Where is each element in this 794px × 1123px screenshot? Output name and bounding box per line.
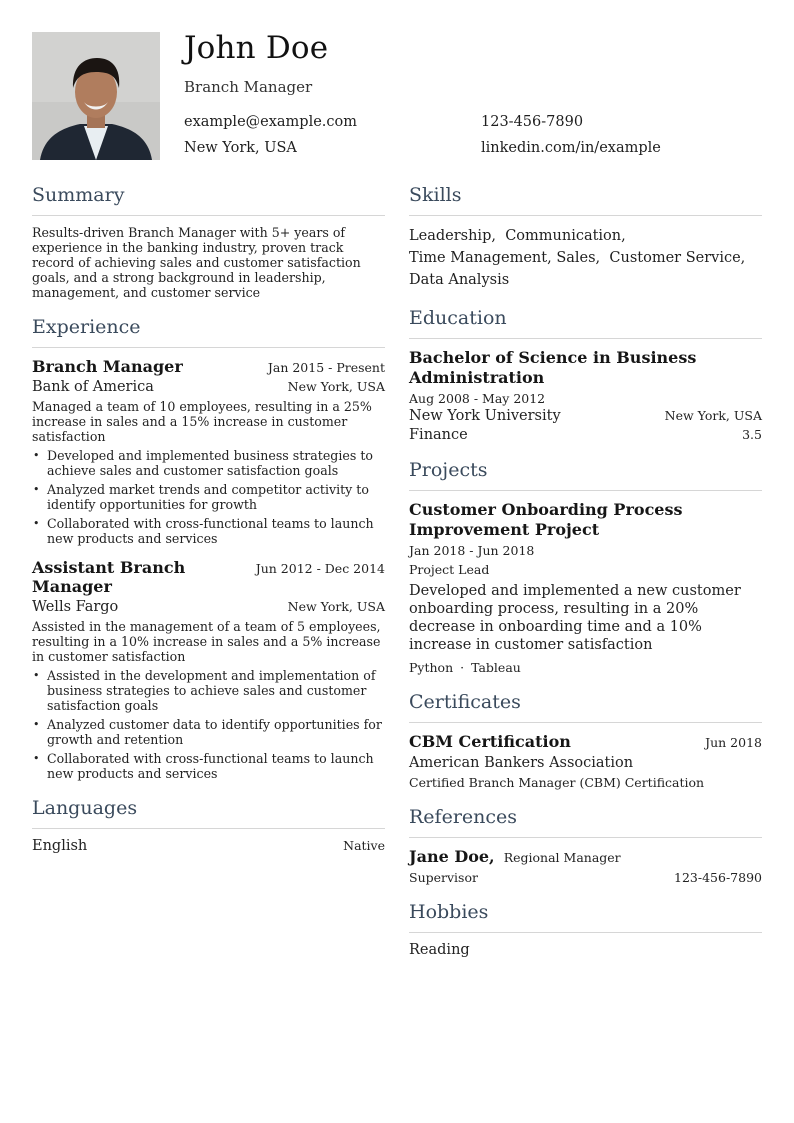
experience-bullet: • Analyzed customer data to identify opportunities for growth and retention [32,717,385,747]
education-date: Aug 2008 - May 2012 [409,391,546,406]
hobby-item: Reading [409,942,470,958]
education-location: New York, USA [664,408,762,423]
experience-bullets [32,668,385,781]
certificate-issuer: American Bankers Association [409,755,634,771]
summary-heading: Summary [32,184,385,216]
experience-date: Jan 2015 - Present [267,360,385,375]
experience-location: New York, USA [287,599,385,614]
languages-section [32,797,385,854]
experience-bullet: • Assisted in the development and implementation of business strategies to achieve sales and customer satisfaction goals [32,668,385,713]
headline: Branch Manager [184,78,313,96]
references-section [409,806,762,885]
skill-item: Data Analysis [409,272,510,288]
certificate-date: Jun 2018 [705,735,762,750]
education-score: 3.5 [742,427,762,442]
languages-heading: Languages [32,797,385,829]
candidate-name: John Doe [184,30,329,66]
experience-bullet: • Collaborated with cross-functional teams to launch new products and services [32,516,385,546]
experience-position: Assistant Branch Manager [32,558,186,596]
skills-list [409,225,762,291]
project-role: Project Lead [409,562,490,577]
skill-item: Leadership, [409,228,496,244]
reference-relation: Supervisor [409,870,478,885]
experience-company: Bank of America [32,379,154,395]
education-section [409,307,762,443]
certificate-name: CBM Certification [409,732,571,751]
profile-photo-image [32,32,160,160]
language-level: Native [343,838,385,853]
experience-bullet: • Analyzed market trends and competitor activity to identify opportunities for growth [32,482,385,512]
education-institution: New York University [409,408,561,424]
skill-item: Customer Service, [609,250,746,266]
certificates-section [409,691,762,790]
reference-position: Regional Manager [503,850,621,865]
experience-section [32,316,385,781]
hobbies-section [409,901,762,958]
education-heading: Education [409,307,762,339]
skill-item: Communication, [505,228,626,244]
experience-bullet: • Developed and implemented business strategies to achieve sales and customer satisfaction goals [32,448,385,478]
project-description: Developed and implemented a new customer onboarding process, resulting in a 20% decrease in onboarding time and a 10% increase in customer satisfaction [409,583,741,653]
left-column [32,184,385,870]
experience-heading: Experience [32,316,385,348]
location: New York, USA [184,140,297,156]
education-degree: Bachelor of Science in Business Administration [409,348,697,387]
profile-link[interactable]: linkedin.com/in/example [481,140,661,156]
certificate-summary: Certified Branch Manager (CBM) Certification [409,775,705,790]
references-heading: References [409,806,762,838]
hobbies-heading: Hobbies [409,901,762,933]
experience-summary: Managed a team of 10 employees, resulting in a 25% increase in sales and a 15% increase in customer satisfaction [32,399,372,444]
language-name: English [32,838,88,854]
experience-item [32,558,385,781]
right-column [409,184,762,974]
skill-item: Time Management, [409,250,552,266]
project-date: Jan 2018 - Jun 2018 [409,543,535,558]
education-area: Finance [409,427,468,443]
project-name: Customer Onboarding Process Improvement Project [409,500,683,539]
phone-link[interactable]: 123-456-7890 [481,114,584,130]
experience-date: Jun 2012 - Dec 2014 [255,561,385,576]
project-keyword: Tableau [471,660,521,675]
profile-photo [32,32,160,160]
project-keywords [409,660,762,675]
experience-location: New York, USA [287,379,385,394]
experience-bullets [32,448,385,546]
skill-item: Sales, [556,250,601,266]
experience-summary: Assisted in the management of a team of 5 employees, resulting in a 10% increase in sales and a 5% increase in customer satisfaction [32,619,381,664]
certificates-heading: Certificates [409,691,762,723]
skills-section [409,184,762,291]
skills-heading: Skills [409,184,762,216]
experience-bullet: • Collaborated with cross-functional teams to launch new products and services [32,751,385,781]
experience-item [32,357,385,546]
project-keyword: Python [409,660,454,675]
projects-heading: Projects [409,459,762,491]
reference-phone: 123-456-7890 [674,870,762,885]
email-link[interactable]: example@example.com [184,114,358,130]
summary-text: Results-driven Branch Manager with 5+ years of experience in the banking industry, proven track record of achieving sales and customer satisfaction goals, and a strong background in leadership, management, and customer service [32,225,361,300]
projects-section [409,459,762,675]
experience-position: Branch Manager [32,357,183,376]
reference-name: Jane Doe, [409,847,495,866]
summary-section [32,184,385,300]
experience-company: Wells Fargo [32,599,119,615]
keyword-separator: · [460,660,465,675]
